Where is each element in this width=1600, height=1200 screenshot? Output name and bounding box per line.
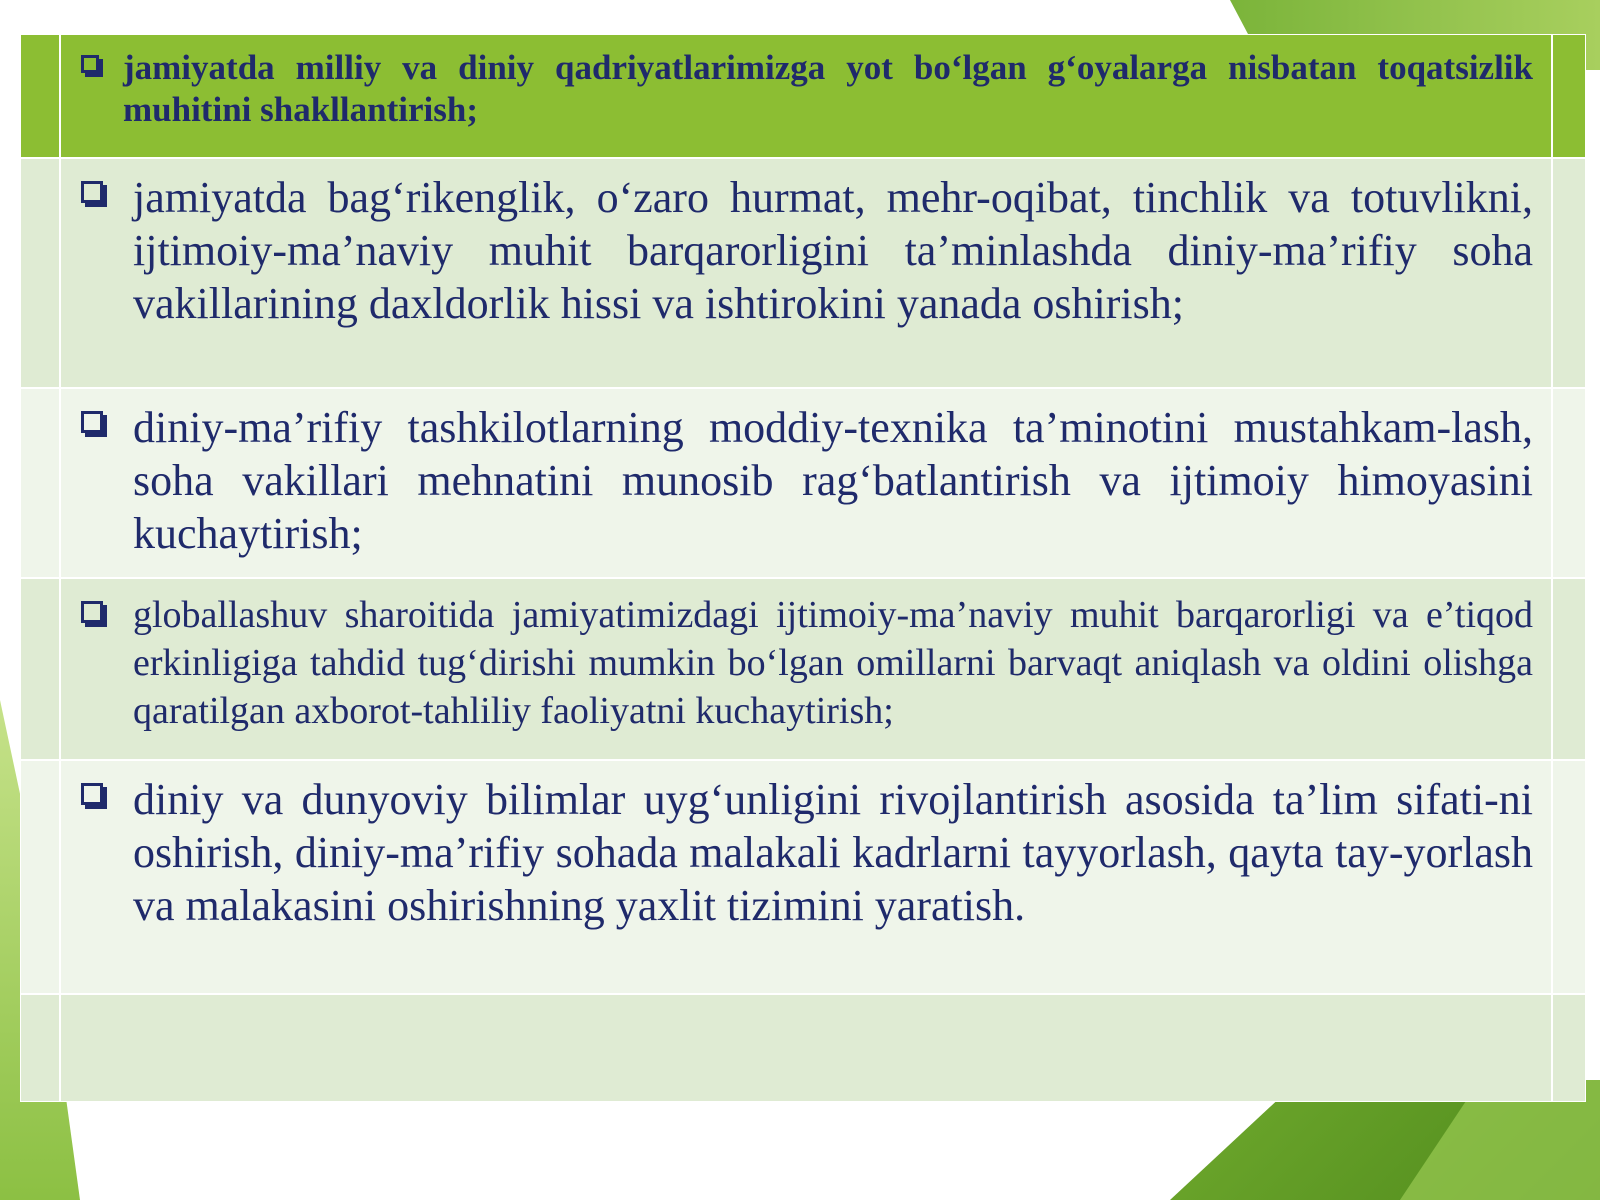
list-item [61, 761, 1551, 993]
checkbox-square-icon [81, 55, 99, 73]
table-row [21, 579, 1585, 761]
row-gutter [1551, 159, 1585, 387]
table-row [21, 35, 1585, 159]
row-gutter [21, 995, 61, 1101]
content-table [20, 34, 1586, 1102]
empty-cell [61, 995, 1551, 1101]
list-item-text: jamiyatda milliy va diniy qadriyatlarimizga yot bo‘lgan g‘oyalarga nisbatan toqatsizlik muhitini shakllantirish; [123, 48, 1533, 129]
row-gutter [21, 579, 61, 759]
list-item [61, 389, 1551, 577]
row-gutter [21, 761, 61, 993]
row-gutter [1551, 35, 1585, 157]
checkbox-square-icon [81, 411, 103, 433]
row-gutter [1551, 995, 1585, 1101]
row-gutter [1551, 579, 1585, 759]
table-row [21, 389, 1585, 579]
list-item [61, 579, 1551, 759]
list-item-text: diniy-ma’rifiy tashkilotlarning moddiy-texnika ta’minotini mustahkam-lash, soha vakillari mehnatini munosib rag‘batlantirish va ijtimoiy himoyasini kuchaytirish; [133, 403, 1533, 558]
checkbox-square-icon [81, 181, 103, 203]
table-row [21, 159, 1585, 389]
list-item-text: globallashuv sharoitida jamiyatimizdagi ijtimoiy-ma’naviy muhit barqarorligi va e’tiqod erkinligiga tahdid tug‘dirishi mumkin bo‘lgan omillarni barvaqt aniqlash va oldini olishga qaratilgan axborot-tahliliy faoliyatni kuchaytirish; [133, 594, 1533, 732]
row-gutter [21, 389, 61, 577]
row-gutter [21, 35, 61, 157]
table-row-empty [21, 995, 1585, 1101]
list-item-text: jamiyatda bag‘rikenglik, o‘zaro hurmat, mehr-oqibat, tinchlik va totuvlikni, ijtimoiy-ma’naviy muhit barqarorligini ta’minlashda diniy-ma’rifiy soha vakillarining daxldorlik hissi va ishtirokini yanada oshirish; [133, 173, 1533, 328]
table-row [21, 761, 1585, 995]
list-item [61, 35, 1551, 157]
row-gutter [21, 159, 61, 387]
list-item [61, 159, 1551, 387]
checkbox-square-icon [81, 601, 103, 623]
row-gutter [1551, 761, 1585, 993]
checkbox-square-icon [81, 783, 103, 805]
row-gutter [1551, 389, 1585, 577]
list-item-text: diniy va dunyoviy bilimlar uyg‘unligini rivojlantirish asosida ta’lim sifati-ni oshirish, diniy-ma’rifiy sohada malakali kadrlarni tayyorlash, qayta tay-yorlash va malakasini oshirishning yaxlit tizimini yaratish. [133, 775, 1533, 930]
